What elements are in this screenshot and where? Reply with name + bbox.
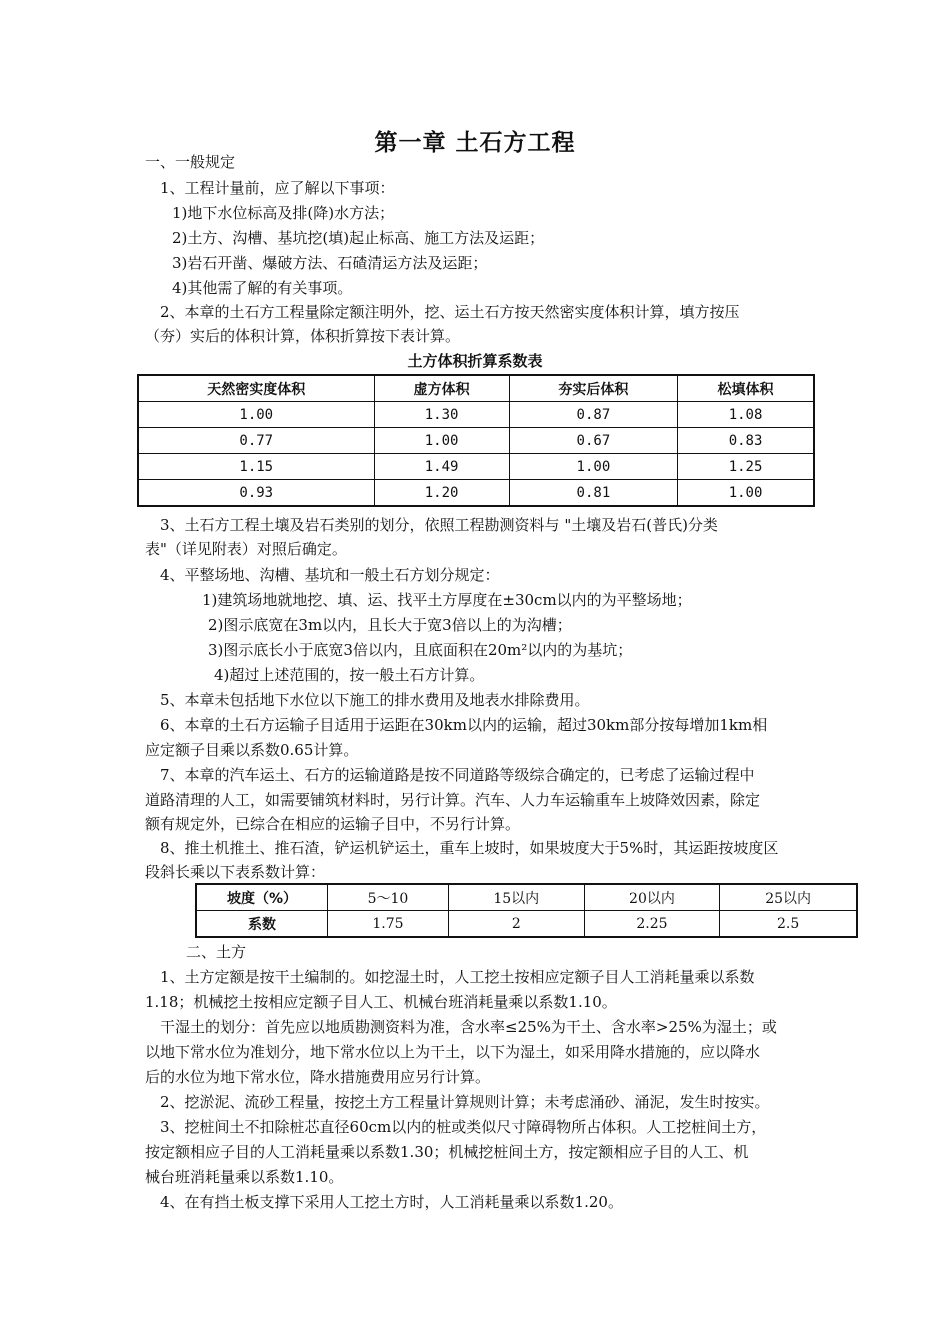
- table-row: [196, 884, 857, 911]
- paragraph-line: 额有规定外，已综合在相应的运输子目中，不另行计算。: [145, 815, 521, 833]
- table-row: [138, 480, 814, 507]
- paragraph-line: 1、工程计量前，应了解以下事项：: [160, 179, 395, 197]
- paragraph-line: 段斜长乘以下表系数计算：: [145, 863, 326, 881]
- paragraph-line: 5、本章未包括地下水位以下施工的排水费用及地表水排除费用。: [160, 691, 590, 709]
- paragraph-line: （夯）实后的体积计算，体积折算按下表计算。: [145, 327, 461, 345]
- paragraph-line: 械台班消耗量乘以系数1.10。: [145, 1168, 344, 1186]
- table-cell: 2: [448, 911, 584, 938]
- table-cell: 1.15: [138, 454, 374, 480]
- table-cell: 0.87: [509, 402, 677, 428]
- list-item: 1)地下水位标高及排(降)水方法；: [172, 204, 395, 222]
- list-item: 4)其他需了解的有关事项。: [172, 279, 353, 297]
- paragraph-line: 2、挖淤泥、流砂工程量，按挖土方工程量计算规则计算；未考虑涌砂、涌泥，发生时按实。: [160, 1093, 770, 1111]
- paragraph-line: 后的水位为地下常水位，降水措施费用应另行计算。: [145, 1068, 491, 1086]
- table-cell: 15以内: [448, 884, 584, 911]
- table-cell: 0.77: [138, 428, 374, 454]
- table-cell: 20以内: [584, 884, 720, 911]
- paragraph-line: 道路清理的人工，如需要铺筑材料时，另行计算。汽车、人力车运输重车上坡降效因素，除定: [145, 791, 761, 809]
- row-header: 坡度（%）: [196, 884, 328, 911]
- list-item: 2)土方、沟槽、基坑挖(填)起止标高、施工方法及运距；: [172, 229, 545, 247]
- table-cell: 1.30: [374, 402, 509, 428]
- paragraph-line: 应定额子目乘以系数0.65计算。: [145, 741, 359, 759]
- table-header-row: [138, 375, 814, 402]
- table-cell: 1.20: [374, 480, 509, 507]
- table-cell: 1.00: [509, 454, 677, 480]
- paragraph-line: 按定额相应子目的人工消耗量乘以系数1.30；机械挖桩间土方，按定额相应子目的人工、机: [145, 1143, 749, 1161]
- paragraph-line: 干湿土的划分：首先应以地质勘测资料为准，含水率≤25%为干土、含水率>25%为湿土；或: [160, 1018, 777, 1036]
- slope-factor-table: [195, 883, 858, 938]
- paragraph-line: 3、土石方工程土壤及岩石类别的划分，依照工程勘测资料与 "土壤及岩石(普氏)分类: [160, 516, 718, 534]
- paragraph-line: 7、本章的汽车运土、石方的运输道路是按不同道路等级综合确定的，已考虑了运输过程中: [160, 766, 755, 784]
- table-cell: 2.25: [584, 911, 720, 938]
- table-cell: 25以内: [720, 884, 857, 911]
- section-heading: 一、一般规定: [145, 153, 236, 171]
- table-cell: 0.83: [678, 428, 814, 454]
- column-header: 夯实后体积: [509, 375, 677, 402]
- paragraph-line: 4、平整场地、沟槽、基坑和一般土石方划分规定：: [160, 566, 500, 584]
- paragraph-line: 1.18；机械挖土按相应定额子目人工、机械台班消耗量乘以系数1.10。: [145, 993, 617, 1011]
- paragraph-line: 8、推土机推土、推石渣，铲运机铲运土，重车上坡时，如果坡度大于5%时，其运距按坡度区: [160, 839, 779, 857]
- table-cell: 1.49: [374, 454, 509, 480]
- list-item: 2)图示底宽在3m以内，且长大于宽3倍以上的为沟槽；: [208, 616, 572, 634]
- table-cell: 1.25: [678, 454, 814, 480]
- volume-conversion-table: [137, 374, 815, 507]
- table-cell: 1.00: [138, 402, 374, 428]
- list-item: 1)建筑场地就地挖、填、运、找平土方厚度在±30cm以内的为平整场地；: [202, 591, 692, 609]
- column-header: 天然密实度体积: [138, 375, 374, 402]
- list-item: 3)岩石开凿、爆破方法、石碴清运方法及运距；: [172, 254, 488, 272]
- paragraph-line: 表"（详见附表）对照后确定。: [145, 540, 347, 558]
- table-cell: 0.67: [509, 428, 677, 454]
- paragraph-line: 1、土方定额是按干土编制的。如挖湿土时，人工挖土按相应定额子目人工消耗量乘以系数: [160, 968, 755, 986]
- paragraph-line: 6、本章的土石方运输子目适用于运距在30km以内的运输，超过30km部分按每增加1km相: [160, 716, 768, 734]
- paragraph-line: 以地下常水位为准划分，地下常水位以上为干土，以下为湿土，如采用降水措施的，应以降水: [145, 1043, 761, 1061]
- table-row: [138, 402, 814, 428]
- table-cell: 0.81: [509, 480, 677, 507]
- table-row: [138, 428, 814, 454]
- column-header: 松填体积: [678, 375, 814, 402]
- list-item: 3)图示底长小于底宽3倍以内，且底面积在20m²以内的为基坑；: [208, 641, 633, 659]
- table-cell: 5～10: [328, 884, 449, 911]
- table-row: [196, 911, 857, 938]
- table-cell: 0.93: [138, 480, 374, 507]
- table-caption: 土方体积折算系数表: [407, 352, 543, 370]
- table-cell: 2.5: [720, 911, 857, 938]
- table-cell: 1.00: [678, 480, 814, 507]
- table-cell: 1.00: [374, 428, 509, 454]
- chapter-title: 第一章 土石方工程: [374, 130, 576, 156]
- paragraph-line: 3、挖桩间土不扣除桩芯直径60cm以内的桩或类似尺寸障碍物所占体积。人工挖桩间土方，: [160, 1118, 767, 1136]
- table-cell: 1.08: [678, 402, 814, 428]
- table-cell: 1.75: [328, 911, 449, 938]
- column-header: 虚方体积: [374, 375, 509, 402]
- row-header: 系数: [196, 911, 328, 938]
- section-heading: 二、土方: [186, 943, 247, 961]
- paragraph-line: 2、本章的土石方工程量除定额注明外，挖、运土石方按天然密实度体积计算，填方按压: [160, 303, 740, 321]
- paragraph-line: 4、在有挡土板支撑下采用人工挖土方时，人工消耗量乘以系数1.20。: [160, 1193, 623, 1211]
- table-row: [138, 454, 814, 480]
- list-item: 4)超过上述范围的，按一般土石方计算。: [214, 666, 485, 684]
